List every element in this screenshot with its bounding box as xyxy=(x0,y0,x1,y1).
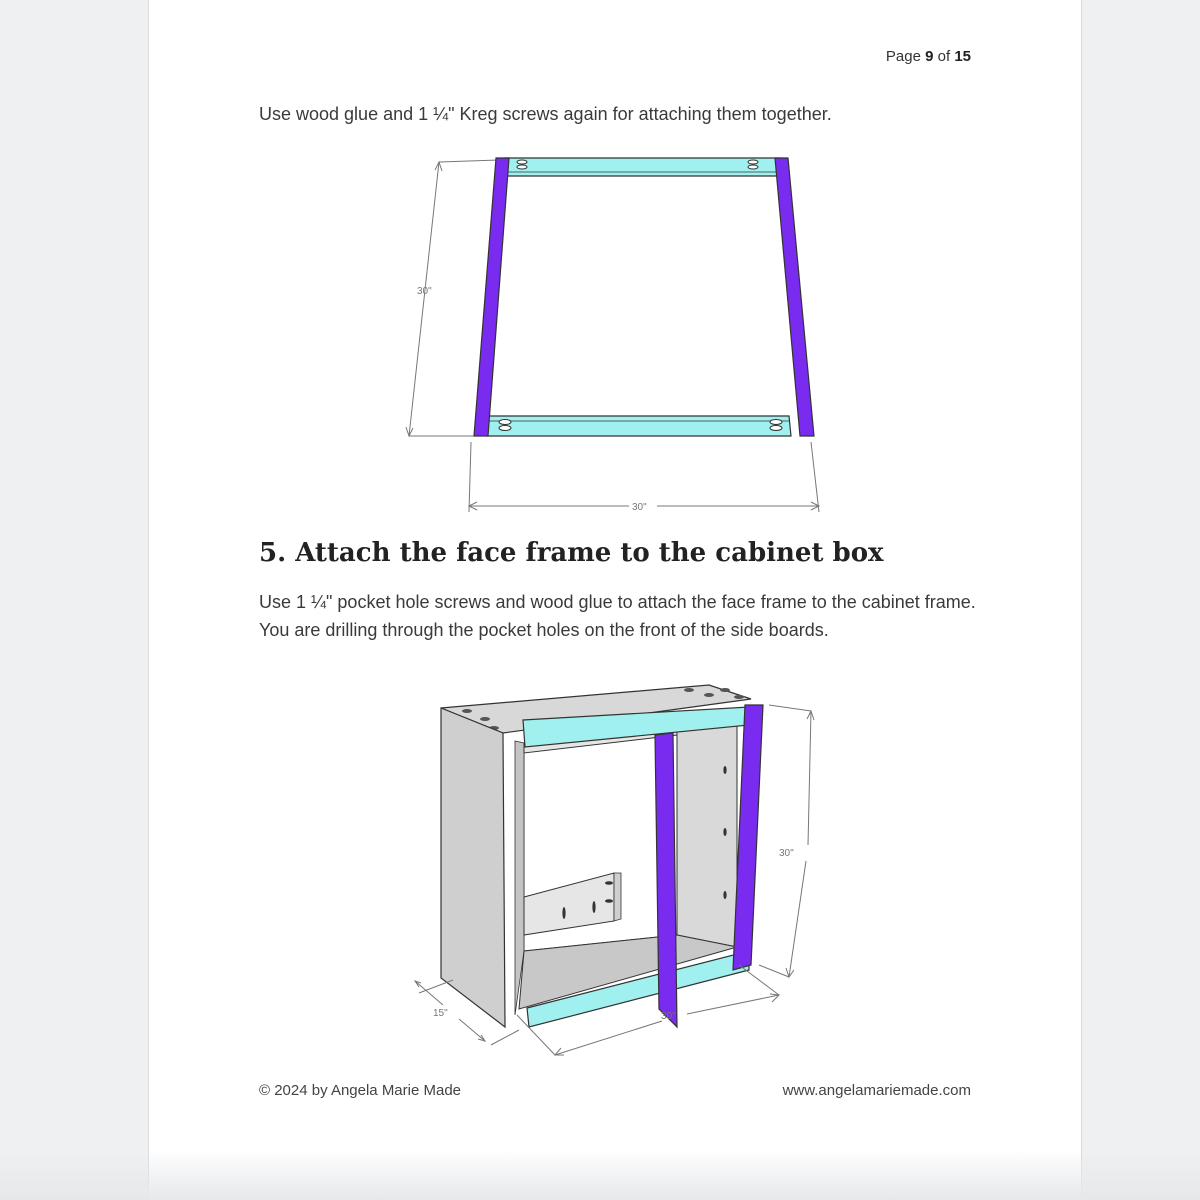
face-frame-left-stile xyxy=(655,733,677,1027)
cabinet-width-label: 30" xyxy=(661,1011,676,1022)
cabinet-left-side xyxy=(441,708,505,1027)
pocket-holes xyxy=(499,160,782,431)
width-dimension-label: 30" xyxy=(632,502,647,513)
face-frame-diagram xyxy=(399,150,829,525)
cabinet-depth-label: 15" xyxy=(433,1008,448,1019)
left-stile xyxy=(474,158,509,436)
footer-website-link[interactable]: www.angelamariemade.com xyxy=(782,1082,971,1099)
page-current: 9 xyxy=(925,48,934,65)
section-heading: 5. Attach the face frame to the cabinet box xyxy=(259,538,884,568)
back-stretcher-end xyxy=(614,873,621,921)
cabinet-height-dimension xyxy=(759,705,814,977)
section-paragraph: Use 1 ¼" pocket hole screws and wood glue to attach the face frame to the cabinet frame. You are drilling through the pocket holes on the front of the side boards. xyxy=(259,592,976,640)
cabinet-interior-right xyxy=(677,715,737,947)
footer-copyright: © 2024 by Angela Marie Made xyxy=(259,1082,462,1099)
intro-paragraph: Use wood glue and 1 ¼" Kreg screws again for attaching them together. xyxy=(259,104,832,124)
document-page xyxy=(148,0,1082,1200)
page-of: of xyxy=(937,48,951,65)
page-label: Page xyxy=(885,48,921,65)
right-stile xyxy=(775,158,814,436)
height-dimension-label: 30" xyxy=(417,286,432,297)
page-number xyxy=(886,48,971,65)
bottom-rail xyxy=(487,416,791,436)
top-rail xyxy=(505,158,779,176)
cabinet-height-label: 30" xyxy=(779,848,794,859)
cabinet-box-diagram xyxy=(409,675,829,1065)
page-total: 15 xyxy=(954,48,971,65)
